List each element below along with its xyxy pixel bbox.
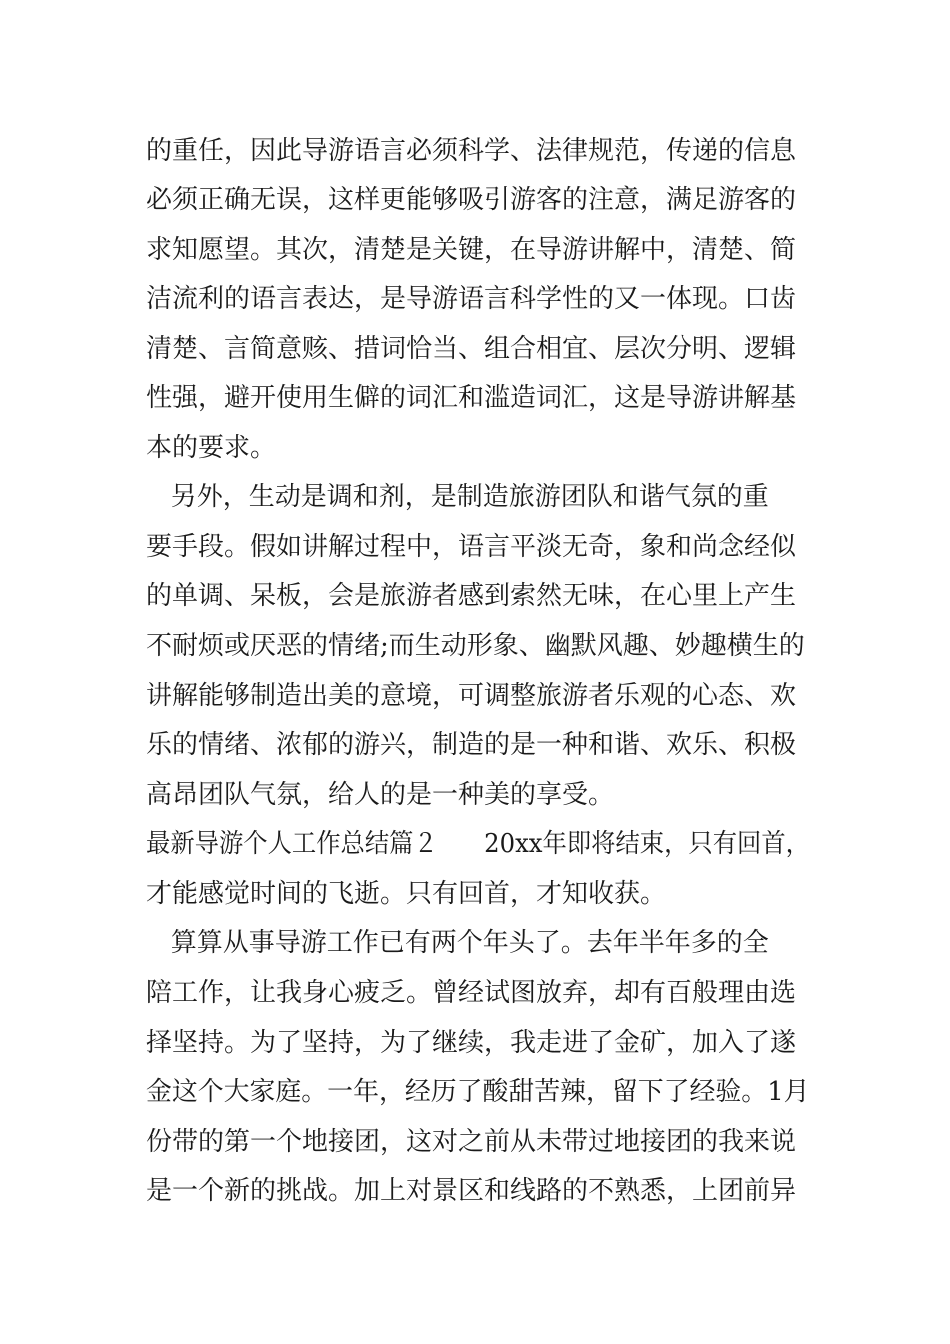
text-line: 不耐烦或厌恶的情绪;而生动形象、幽默风趣、妙趣横生的: [146, 631, 805, 661]
text-line: 的重任，因此导游语言必须科学、法律规范，传递的信息: [146, 136, 797, 166]
text-line: 要手段。假如讲解过程中，语言平淡无奇，象和尚念经似: [146, 532, 797, 562]
text-line: 才能感觉时间的飞逝。只有回首，才知收获。: [146, 879, 667, 909]
text-line: 求知愿望。其次，清楚是关键，在导游讲解中，清楚、简: [146, 235, 797, 265]
text-line: 高昂团队气氛，给人的是一种美的享受。: [146, 780, 615, 810]
text-line: 必须正确无误，这样更能够吸引游客的注意，满足游客的: [146, 185, 797, 215]
text-line: 份带的第一个地接团，这对之前从未带过地接团的我来说: [146, 1127, 797, 1157]
section-heading-line: 最新导游个人工作总结篇２ 20xx年即将结束，只有回首，: [146, 829, 810, 859]
text-line: 是一个新的挑战。加上对景区和线路的不熟悉，上团前异: [146, 1176, 797, 1206]
text-line: 清楚、言简意赅、措词恰当、组合相宜、层次分明、逻辑: [146, 334, 797, 364]
text-line: 的单调、呆板，会是旅游者感到索然无味，在心里上产生: [146, 581, 797, 611]
text-line: 性强，避开使用生僻的词汇和滥造词汇，这是导游讲解基: [146, 383, 797, 413]
text-line: 金这个大家庭。一年，经历了酸甜苦辣，留下了经验。1月: [146, 1077, 810, 1107]
text-line: 洁流利的语言表达，是导游语言科学性的又一体现。口齿: [146, 284, 797, 314]
paragraph-first-line: 另外，生动是调和剂，是制造旅游团队和谐气氛的重: [146, 482, 769, 512]
text-line: 乐的情绪、浓郁的游兴，制造的是一种和谐、欢乐、积极: [146, 730, 797, 760]
paragraph-first-line: 算算从事导游工作已有两个年头了。去年半年多的全: [146, 928, 769, 958]
text-line: 本的要求。: [146, 433, 277, 463]
text-line: 讲解能够制造出美的意境，可调整旅游者乐观的心态、欢: [146, 681, 797, 711]
text-line: 陪工作，让我身心疲乏。曾经试图放弃，却有百般理由选: [146, 978, 797, 1008]
text-line: 择坚持。为了坚持，为了继续，我走进了金矿，加入了遂: [146, 1028, 797, 1058]
